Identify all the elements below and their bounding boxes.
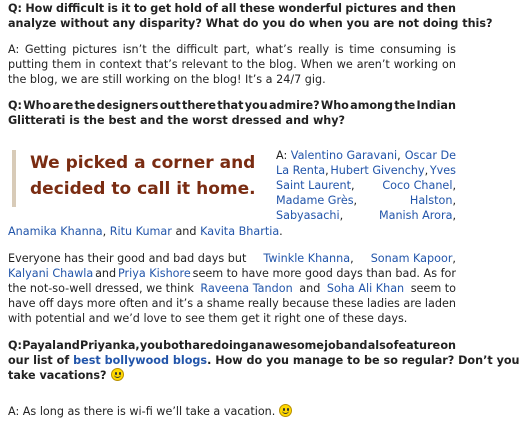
word: feature bbox=[393, 339, 441, 352]
word: days bbox=[56, 297, 84, 310]
paragraph-3-line-4 bbox=[8, 296, 456, 311]
word: job bbox=[324, 339, 344, 352]
word: Indian bbox=[416, 99, 456, 112]
paragraph-3-line-2: Kalyani Chawla and Priya Kishore seem to have more good days than bad. As for bbox=[8, 267, 456, 280]
word: Payal bbox=[22, 339, 57, 352]
word: are bbox=[52, 99, 74, 112]
link-best-bollywood-blogs[interactable]: best bollywood blogs bbox=[73, 354, 208, 367]
word: isn’t bbox=[122, 43, 147, 56]
word: really bbox=[298, 43, 330, 56]
link-twinkle-khanna[interactable]: Twinkle Khanna bbox=[263, 252, 351, 265]
word: and bbox=[56, 339, 80, 352]
question-3-line-3: take vacations? bbox=[8, 368, 124, 383]
word: also bbox=[367, 339, 394, 352]
word: to bbox=[133, 2, 147, 15]
paragraph-3-line-1: Everyone has their good and bad days but Twinkle Khanna, Sonam Kapoor, bbox=[8, 252, 456, 265]
word: working bbox=[393, 58, 439, 71]
word: laden bbox=[424, 297, 456, 310]
word: blog. bbox=[269, 58, 297, 71]
answer-1-line-1 bbox=[8, 42, 456, 57]
word: Q: bbox=[8, 99, 22, 112]
question-1-line-2: analyze without any disparity? What do you do when you are not doing this? bbox=[8, 17, 493, 30]
link-sabyasachi[interactable]: Sabyasachi bbox=[276, 209, 340, 222]
word: difficult bbox=[176, 43, 218, 56]
word: these bbox=[332, 297, 364, 310]
link-soha-ali-khan[interactable]: Soha Ali Khan bbox=[326, 282, 405, 295]
word: on bbox=[442, 58, 456, 71]
word: Getting bbox=[24, 43, 67, 56]
word: that’s bbox=[145, 58, 178, 71]
word: among bbox=[350, 99, 394, 112]
designer-list-row-6: Anamika Khanna, Ritu Kumar and Kavita Bhartia. bbox=[8, 225, 283, 238]
word: there bbox=[181, 99, 216, 112]
answer-prefix: A: bbox=[276, 149, 288, 162]
word: Priyanka, bbox=[80, 339, 140, 352]
link-kavita-bhartia[interactable]: Kavita Bhartia bbox=[200, 225, 280, 238]
word: all bbox=[221, 2, 237, 15]
word: admire? bbox=[268, 99, 320, 112]
question-3-line-2: our list of best bollywood blogs. How do you manage to be so regular? Don’t you bbox=[8, 354, 520, 367]
word: shame bbox=[206, 297, 245, 310]
word: doing bbox=[213, 339, 249, 352]
word: you bbox=[139, 339, 163, 352]
word: and bbox=[151, 297, 173, 310]
word: them bbox=[52, 58, 82, 71]
word: in bbox=[85, 58, 96, 71]
word: time bbox=[349, 43, 375, 56]
word: Who bbox=[23, 99, 52, 112]
word: hold bbox=[174, 2, 202, 15]
word: it bbox=[121, 2, 131, 15]
word: are bbox=[403, 297, 422, 310]
word: of bbox=[205, 2, 218, 15]
link-halston[interactable]: Halston bbox=[409, 194, 453, 207]
word: How bbox=[25, 2, 53, 15]
designer-list-row-5: Sabyasachi, Manish Arora, bbox=[276, 209, 456, 222]
link-sonam-kapoor[interactable]: Sonam Kapoor bbox=[370, 252, 453, 265]
link-manish-arora[interactable]: Manish Arora bbox=[378, 209, 453, 222]
word: ladies bbox=[367, 297, 400, 310]
word: difficult bbox=[56, 2, 105, 15]
question-1-line-1 bbox=[8, 1, 456, 16]
word: on bbox=[440, 339, 456, 352]
word: When bbox=[300, 58, 333, 71]
word: pictures bbox=[72, 43, 117, 56]
word: part, bbox=[223, 43, 251, 56]
question-2-line-2: Glitterati is the best and the worst dressed and why? bbox=[8, 114, 346, 127]
paragraph-3-line-3: the not-so-well dressed, we think Raveena Tandon and Soha Ali Khan seem to bbox=[8, 282, 456, 295]
question-2-line-1 bbox=[8, 98, 456, 113]
word: the bbox=[246, 58, 266, 71]
word: get bbox=[150, 2, 172, 15]
word: what’s bbox=[255, 43, 293, 56]
pull-quote bbox=[12, 150, 276, 207]
word: relevant bbox=[181, 58, 228, 71]
word: you bbox=[244, 99, 268, 112]
word: both bbox=[163, 339, 193, 352]
link-anamika-khanna[interactable]: Anamika Khanna bbox=[8, 225, 103, 238]
designer-list-row-4: Madame Grès, Halston, bbox=[276, 194, 456, 207]
word: these bbox=[239, 2, 275, 15]
word: is bbox=[446, 43, 456, 56]
word: out bbox=[159, 99, 181, 112]
word: often bbox=[119, 297, 149, 310]
word: more bbox=[86, 297, 116, 310]
link-ritu-kumar[interactable]: Ritu Kumar bbox=[109, 225, 172, 238]
link-madame-gres[interactable]: Madame Grès bbox=[276, 194, 354, 207]
word: to bbox=[231, 58, 243, 71]
link-valentino-garavani[interactable]: Valentino Garavani bbox=[290, 149, 398, 162]
word: is bbox=[107, 2, 118, 15]
word: it’s bbox=[176, 297, 194, 310]
link-oscar-de-la-renta-part-1[interactable]: Oscar De bbox=[404, 149, 456, 162]
word: pictures bbox=[345, 2, 397, 15]
word: because bbox=[282, 297, 330, 310]
pull-quote-line-2: decided to call it home. bbox=[30, 179, 256, 199]
link-yves-saint-laurent-part-2[interactable]: Saint Laurent bbox=[276, 179, 351, 192]
word: is bbox=[334, 43, 344, 56]
word: wonderful bbox=[278, 2, 342, 15]
word: then bbox=[427, 2, 456, 15]
word: A: bbox=[8, 43, 20, 56]
word: designers bbox=[96, 99, 159, 112]
word: the bbox=[152, 43, 171, 56]
word: awesome bbox=[264, 339, 324, 352]
word: really bbox=[247, 297, 279, 310]
word: have bbox=[8, 297, 36, 310]
word: and bbox=[343, 339, 368, 352]
word: Q: bbox=[8, 2, 22, 15]
link-oscar-de-la-renta-part-2[interactable]: La Renta bbox=[276, 164, 326, 177]
answer-1-line-3: the blog, we are still working on the blog! It’s a 24/7 gig. bbox=[8, 73, 326, 86]
link-coco-chanel[interactable]: Coco Chanel bbox=[382, 179, 453, 192]
word: off bbox=[38, 297, 54, 310]
word: Q: bbox=[8, 339, 22, 352]
word: a bbox=[196, 297, 204, 310]
conjunction: and bbox=[175, 225, 197, 238]
answer-3: A: As long as there is wi-fi we’ll take a vacation. bbox=[8, 404, 292, 419]
word: that bbox=[217, 99, 244, 112]
designer-list-row-1: A: Valentino Garavani, Oscar De bbox=[276, 149, 456, 162]
word: Who bbox=[320, 99, 349, 112]
designer-list-row-3: Saint Laurent, Coco Chanel, bbox=[276, 179, 456, 192]
question-3-line-1 bbox=[8, 338, 456, 353]
paragraph-3-line-5: with potential and we’d love to see them get it right one of these days. bbox=[8, 312, 408, 325]
word: an bbox=[249, 339, 265, 352]
word: and bbox=[400, 2, 424, 15]
word: consuming bbox=[380, 43, 442, 56]
link-hubert-givenchy[interactable]: Hubert Givenchy bbox=[330, 164, 425, 177]
link-priya-kishore[interactable]: Priya Kishore bbox=[118, 267, 191, 280]
word: we bbox=[336, 58, 353, 71]
word: context bbox=[99, 58, 142, 71]
link-yves-saint-laurent-part-1[interactable]: Yves bbox=[429, 164, 456, 177]
link-raveena-tandon[interactable]: Raveena Tandon bbox=[200, 282, 293, 295]
designer-list-row-2: La Renta, Hubert Givenchy, Yves bbox=[276, 164, 456, 177]
smiley-icon bbox=[279, 404, 292, 417]
word: putting bbox=[8, 58, 49, 71]
smiley-icon bbox=[111, 368, 124, 381]
word: are bbox=[192, 339, 214, 352]
word: the bbox=[74, 99, 96, 112]
pull-quote-line-1: We picked a corner and bbox=[30, 153, 256, 173]
word: aren’t bbox=[356, 58, 390, 71]
word: the bbox=[394, 99, 416, 112]
answer-1-line-2 bbox=[8, 57, 456, 72]
link-kalyani-chawla[interactable]: Kalyani Chawla bbox=[8, 267, 94, 280]
